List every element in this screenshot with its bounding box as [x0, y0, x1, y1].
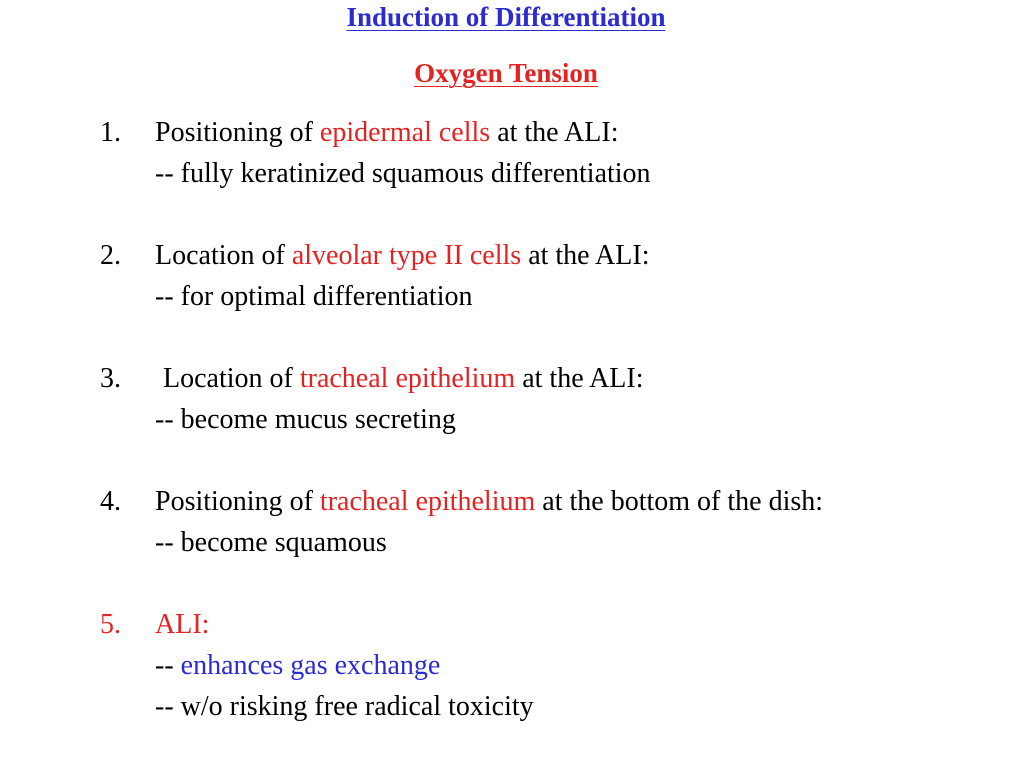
list-item-text: Location of tracheal epithelium at the ALI: — [163, 363, 644, 394]
list-item-4 — [100, 481, 1000, 563]
list-item-detail: -- w/o risking free radical toxicity — [155, 691, 534, 722]
highlight-text-blue: enhances gas exchange — [180, 650, 441, 681]
highlight-text: tracheal epithelium — [319, 486, 536, 517]
numbered-list — [100, 112, 1000, 727]
list-item-2 — [100, 235, 1000, 317]
list-number: 1. — [100, 117, 121, 148]
list-item-detail: -- for optimal differentiation — [155, 281, 473, 312]
list-item-detail: -- become mucus secreting — [155, 404, 456, 435]
list-item-1 — [100, 112, 1000, 194]
highlight-text: epidermal cells — [319, 117, 491, 148]
list-item-detail: -- become squamous — [155, 527, 387, 558]
list-item-text: Positioning of epidermal cells at the ALI: — [155, 117, 619, 148]
highlight-text: alveolar type II cells — [291, 240, 522, 271]
list-number: 3. — [100, 363, 121, 394]
list-item-3 — [100, 358, 1000, 440]
list-number: 2. — [100, 240, 121, 271]
slide-subtitle: Oxygen Tension — [414, 58, 598, 88]
slide-title: Induction of Differentiation — [346, 2, 666, 32]
list-number: 5. — [100, 609, 121, 640]
list-item-text: ALI: — [155, 609, 210, 640]
list-item-text: Positioning of tracheal epithelium at the bottom of the dish: — [155, 486, 824, 517]
list-item-detail: -- fully keratinized squamous differentiation — [155, 158, 651, 189]
list-item-detail: -- enhances gas exchange — [155, 650, 441, 681]
list-item-5 — [100, 604, 1000, 727]
list-item-text: Location of alveolar type II cells at the ALI: — [155, 240, 650, 271]
highlight-text: tracheal epithelium — [299, 363, 516, 394]
list-number: 4. — [100, 486, 121, 517]
